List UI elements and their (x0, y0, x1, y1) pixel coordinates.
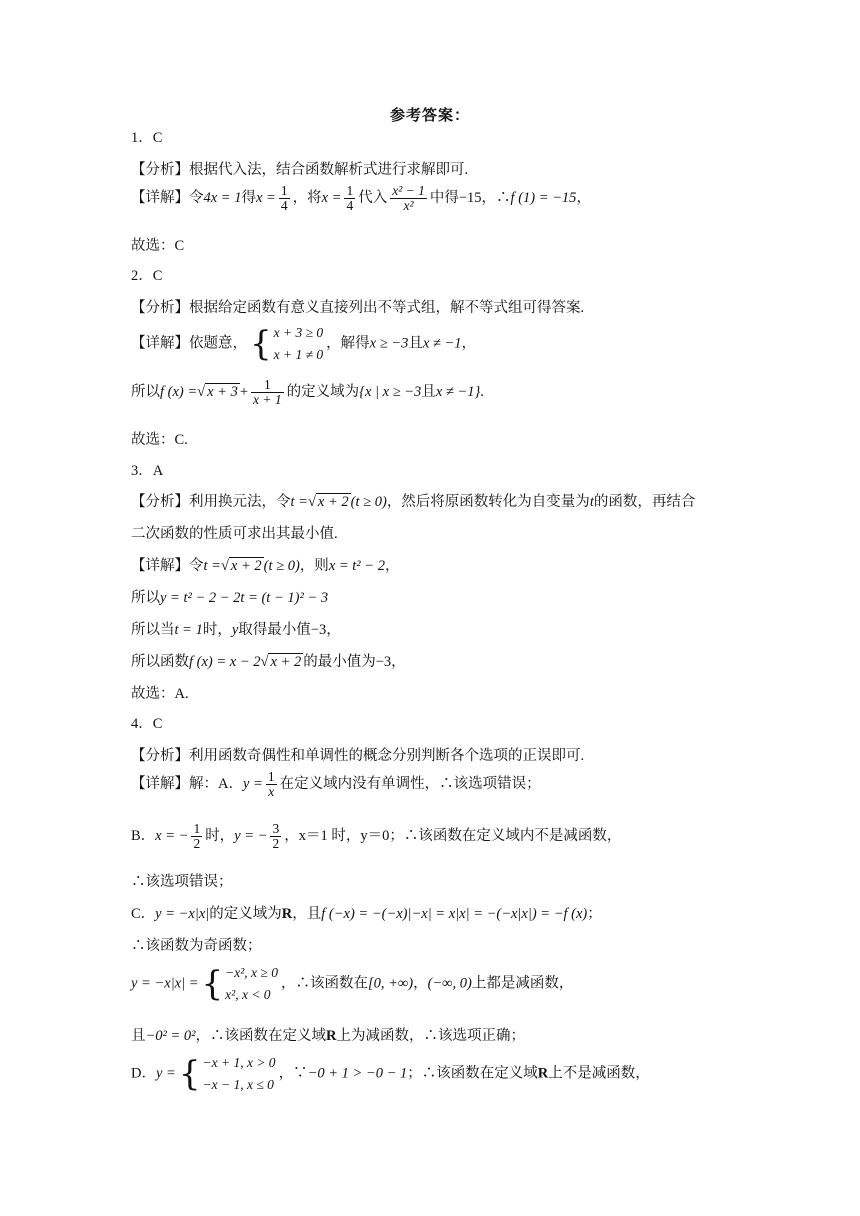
text: ， (461, 335, 477, 352)
math: −15 (458, 190, 482, 206)
q4-option-b: B．x = − $\frac{1}{2}$ 时，y = − $\frac{3}{2}$ ，x＝1 时，y＝0；∴该函数在定义域内不是减函数， (131, 821, 622, 852)
fraction: $\frac{\text{x² − 1}}{\text{x²}}$ (392, 183, 425, 214)
fraction: $\frac{1}{4}$ (346, 183, 354, 214)
math: 4x = 1 (203, 190, 242, 206)
text: ， (576, 190, 591, 206)
equation-system: { −x², x ≥ 0 x², x < 0 (201, 963, 278, 1004)
math: + (239, 384, 249, 400)
fraction: $\frac{3}{2}$ (272, 821, 280, 852)
text: ，∴ (481, 190, 511, 206)
q4-option-c-line2: ∴该函数为奇函数； (131, 938, 262, 954)
math: x = (255, 190, 276, 206)
q4-option-c-line3: y = −x|x| = { −x², x ≥ 0 x², x < 0 ，∴该函数在[0, +∞)，(−∞, 0)上都是减函数， (131, 962, 573, 1006)
text: ，解得 (326, 335, 370, 352)
page-title: 参考答案： (389, 108, 470, 124)
text: 所以 (131, 384, 160, 400)
q3-detail-line3: 所以当t = 1时，y取得最小值−3， (131, 622, 341, 638)
text: 【详解】令 (131, 190, 204, 206)
q4-option-d: D．y = { −x + 1, x > 0 −x − 1, x ≤ 0 ，∵−0 + 1 > −0 − 1；∴该函数在定义域R上不是减函数， (131, 1052, 650, 1096)
q1-number: 1．C (131, 130, 163, 146)
text: . (480, 384, 484, 400)
q2-detail (131, 322, 476, 366)
text: 且 (408, 335, 423, 352)
text: 中得 (429, 190, 459, 206)
q3-number: 3．A (131, 463, 164, 479)
sqrt: x + 3 (207, 384, 238, 400)
q3-analysis-line2: 二次函数的性质可求出其最小值. (131, 526, 338, 542)
text: ，将 (292, 190, 322, 206)
q4-number: 4．C (131, 716, 163, 732)
q4-analysis: 【分析】利用函数奇偶性和单调性的概念分别判断各个选项的正误即可. (131, 748, 585, 764)
q2-analysis: 【分析】根据给定函数有意义直接列出不等式组，解不等式组可得答案. (131, 300, 585, 316)
text: 代入 (358, 190, 388, 206)
q1-answer: 故选：C (131, 238, 185, 254)
equation-system: { −x + 1, x > 0 −x − 1, x ≤ 0 (178, 1053, 276, 1094)
q3-answer: 故选：A. (131, 686, 189, 702)
q1-analysis: 【分析】根据代入法，结合函数解析式进行求解即可. (131, 162, 469, 178)
math: x ≠ −1 (422, 335, 462, 352)
q3-analysis-line1: 【分析】利用换元法，令t =√ x + 2 (t ≥ 0)，然后将原函数转化为自变量为t的函数，再结合 (131, 494, 696, 510)
q3-detail-line2: 所以y = t² − 2 − 2t = (t − 1)² − 3 (131, 590, 329, 606)
text: 的定义域为 (286, 384, 360, 400)
equation-system: { x + 3 ≥ 0 x + 1 ≠ 0 (250, 323, 324, 364)
text: 且 (421, 384, 436, 400)
fraction: $\frac{1}{2}$ (193, 821, 201, 852)
q2-number: 2．C (131, 268, 163, 284)
fraction: $\frac{1}{4}$ (280, 183, 288, 214)
math: f (x) = (160, 384, 198, 400)
math: {x | x ≥ −3 (359, 384, 422, 400)
q2-domain-line: 所以f (x) =√ x + 3 + $\frac{1}{x + 1}$ 的定义域为{x | x ≥ −3且x ≠ −1}. (131, 377, 484, 408)
q4-option-c: C．y = −x|x|的定义域为R，且f (−x) = −(−x)|−x| = x|x| = −(−x|x|) = −f (x)； (131, 906, 602, 922)
math: x ≥ −3 (369, 335, 409, 352)
q2-answer: 故选：C. (131, 432, 188, 448)
math: x = (321, 190, 342, 206)
q4-option-a: 【详解】解：A．y = $\frac{1}{x}$ 在定义域内没有单调性，∴该选项错误； (131, 769, 541, 800)
math: x ≠ −1} (435, 384, 481, 400)
fraction: $\frac{1}{x}$ (267, 769, 275, 800)
text: 得 (241, 190, 256, 206)
fraction: $\frac{1}{x + 1}$ (253, 377, 282, 408)
q4-option-b-line2: ∴该选项错误； (131, 874, 233, 890)
q4-option-c-line4: 且−0² = 0²，∴该函数在定义域R上为减函数，∴该选项正确； (131, 1028, 525, 1044)
q3-detail-line4: 所以函数f (x) = x − 2√ x + 2 的最小值为−3， (131, 654, 406, 670)
math: f (1) = −15 (510, 190, 577, 206)
q3-detail-line1: 【详解】令t =√ x + 2 (t ≥ 0)，则x = t² − 2， (131, 558, 400, 574)
q1-detail (131, 184, 591, 213)
text: 【详解】依题意， (131, 335, 247, 352)
